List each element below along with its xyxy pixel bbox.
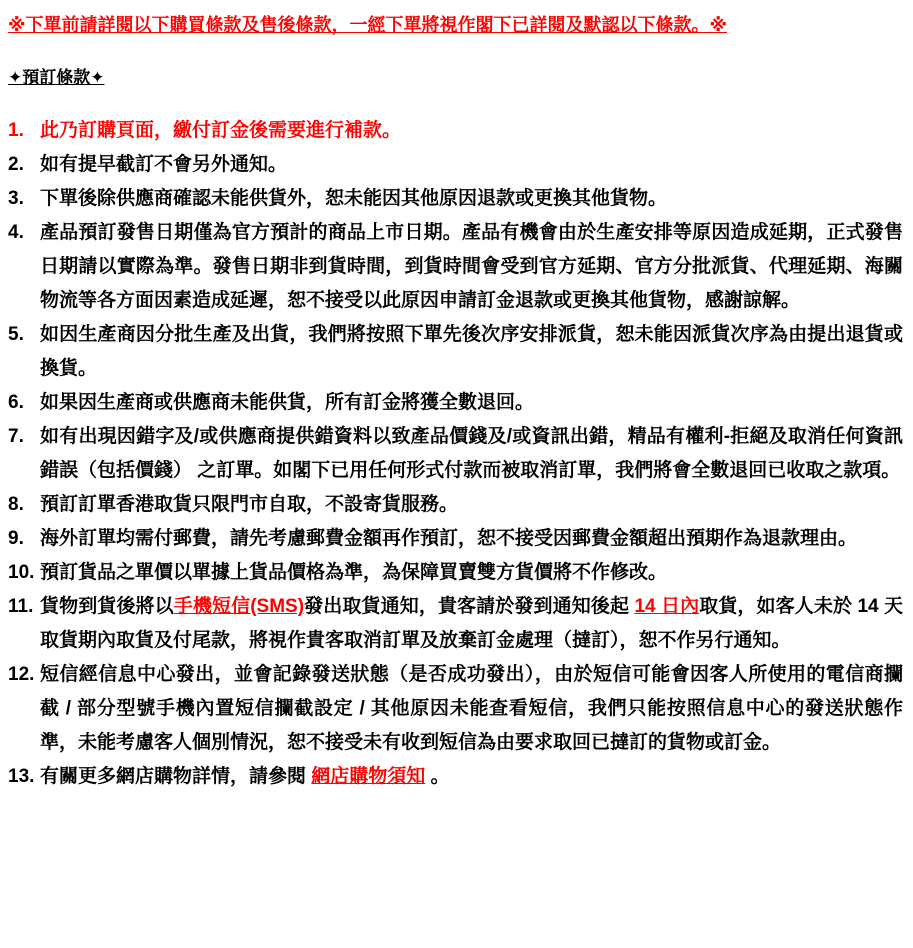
term-segment: 。 [425, 766, 450, 787]
term-number: 2. [8, 154, 24, 175]
term-item [8, 216, 903, 318]
term-item [8, 114, 903, 148]
term-number: 3. [8, 188, 24, 209]
term-text [40, 420, 903, 488]
term-number: 11. [8, 596, 34, 617]
term-item [8, 488, 903, 522]
term-segment: 如有出現因錯字及/或供應商提供錯資料以致產品價錢及/或資訊出錯，精品有權利-拒絕及取消任何資訊錯誤（包括價錢） 之訂單。如閣下已用任何形式付款而被取消訂單，我們將會全數退回已收取之款項。 [40, 426, 903, 481]
term-segment: 預訂貨品之單價以單據上貨品價格為準，為保障買賣雙方貨價將不作修改。 [40, 562, 668, 583]
term-number: 9. [8, 528, 24, 549]
term-text [40, 114, 903, 148]
page-title: ※下單前請詳閱以下購買條款及售後條款，一經下單將視作閣下已詳閱及默認以下條款。※ [8, 15, 727, 35]
term-segment: 貨物到貨後將以 [40, 596, 174, 617]
term-text [40, 658, 903, 760]
term-item [8, 760, 903, 794]
term-segment: 此乃訂購頁面，繳付訂金後需要進行補款。 [40, 120, 402, 141]
term-item [8, 556, 903, 590]
term-number: 13. [8, 766, 35, 787]
term-segment: 如因生產商因分批生產及出貨，我們將按照下單先後次序安排派貨，恕未能因派貨次序為由提出退貨或換貨。 [40, 324, 903, 379]
term-item [8, 386, 903, 420]
term-item [8, 590, 903, 658]
sms-emphasis: 手機短信(SMS) [173, 596, 305, 617]
term-segment: 發出取貨通知，貴客請於發到通知後起 [304, 596, 635, 617]
term-text [40, 148, 903, 182]
term-text [40, 760, 903, 794]
section-heading-preorder-terms: ✦預訂條款✦ [8, 68, 105, 87]
term-segment: 海外訂單均需付郵費，請先考慮郵費金額再作預訂，恕不接受因郵費金額超出預期作為退款理由。 [40, 528, 858, 549]
term-segment: 如有提早截訂不會另外通知。 [40, 154, 288, 175]
term-item [8, 522, 903, 556]
term-text [40, 488, 903, 522]
terms-list [8, 114, 903, 794]
term-text [40, 216, 903, 318]
term-text [40, 590, 903, 658]
term-segment: 下單後除供應商確認未能供貨外，恕未能因其他原因退款或更換其他貨物。 [40, 188, 668, 209]
term-segment: 有關更多網店購物詳情，請參閱 [40, 766, 312, 787]
shop-guide-link[interactable]: 網店購物須知 [311, 766, 426, 787]
term-item [8, 420, 903, 488]
term-number: 4. [8, 222, 24, 243]
term-item [8, 318, 903, 386]
term-text [40, 318, 903, 386]
term-segment: 產品預訂發售日期僅為官方預計的商品上市日期。產品有機會由於生產安排等原因造成延期，正式發售日期請以實際為準。發售日期非到貨時間，到貨時間會受到官方延期、官方分批派貨、代理延期、海關物流等各方面因素造成延遲，恕不接受以此原因申請訂金退款或更換其他貨物，感謝諒解。 [40, 222, 903, 311]
term-text [40, 522, 903, 556]
term-segment: 短信經信息中心發出，並會記錄發送狀態（是否成功發出），由於短信可能會因客人所使用的電信商攔截 / 部分型號手機內置短信攔截設定 / 其他原因未能查看短信，我們只能按照信息中心的發送狀態作準，未能考慮客人個別情況，恕不接受未有收到短信為由要求取回已撻訂的貨物或訂金。 [40, 664, 903, 753]
term-item [8, 148, 903, 182]
term-text [40, 556, 903, 590]
term-item [8, 658, 903, 760]
term-segment: 預訂訂單香港取貨只限門市自取，不設寄貨服務。 [40, 494, 459, 515]
term-text [40, 386, 903, 420]
term-number: 12. [8, 664, 35, 685]
term-number: 6. [8, 392, 24, 413]
term-number: 8. [8, 494, 24, 515]
term-item [8, 182, 903, 216]
pickup-deadline-emphasis: 14 日內 [634, 596, 700, 617]
term-number: 10. [8, 562, 35, 583]
term-number: 1. [8, 120, 24, 141]
term-segment: 如果因生產商或供應商未能供貨，所有訂金將獲全數退回。 [40, 392, 535, 413]
term-number: 5. [8, 324, 24, 345]
term-number: 7. [8, 426, 24, 447]
term-segment: 取貨，如客人未於 14 天取貨期內取貨及付尾款，將視作貴客取消訂單及放棄訂金處理（撻訂），恕不作另行通知。 [40, 596, 903, 651]
term-text [40, 182, 903, 216]
